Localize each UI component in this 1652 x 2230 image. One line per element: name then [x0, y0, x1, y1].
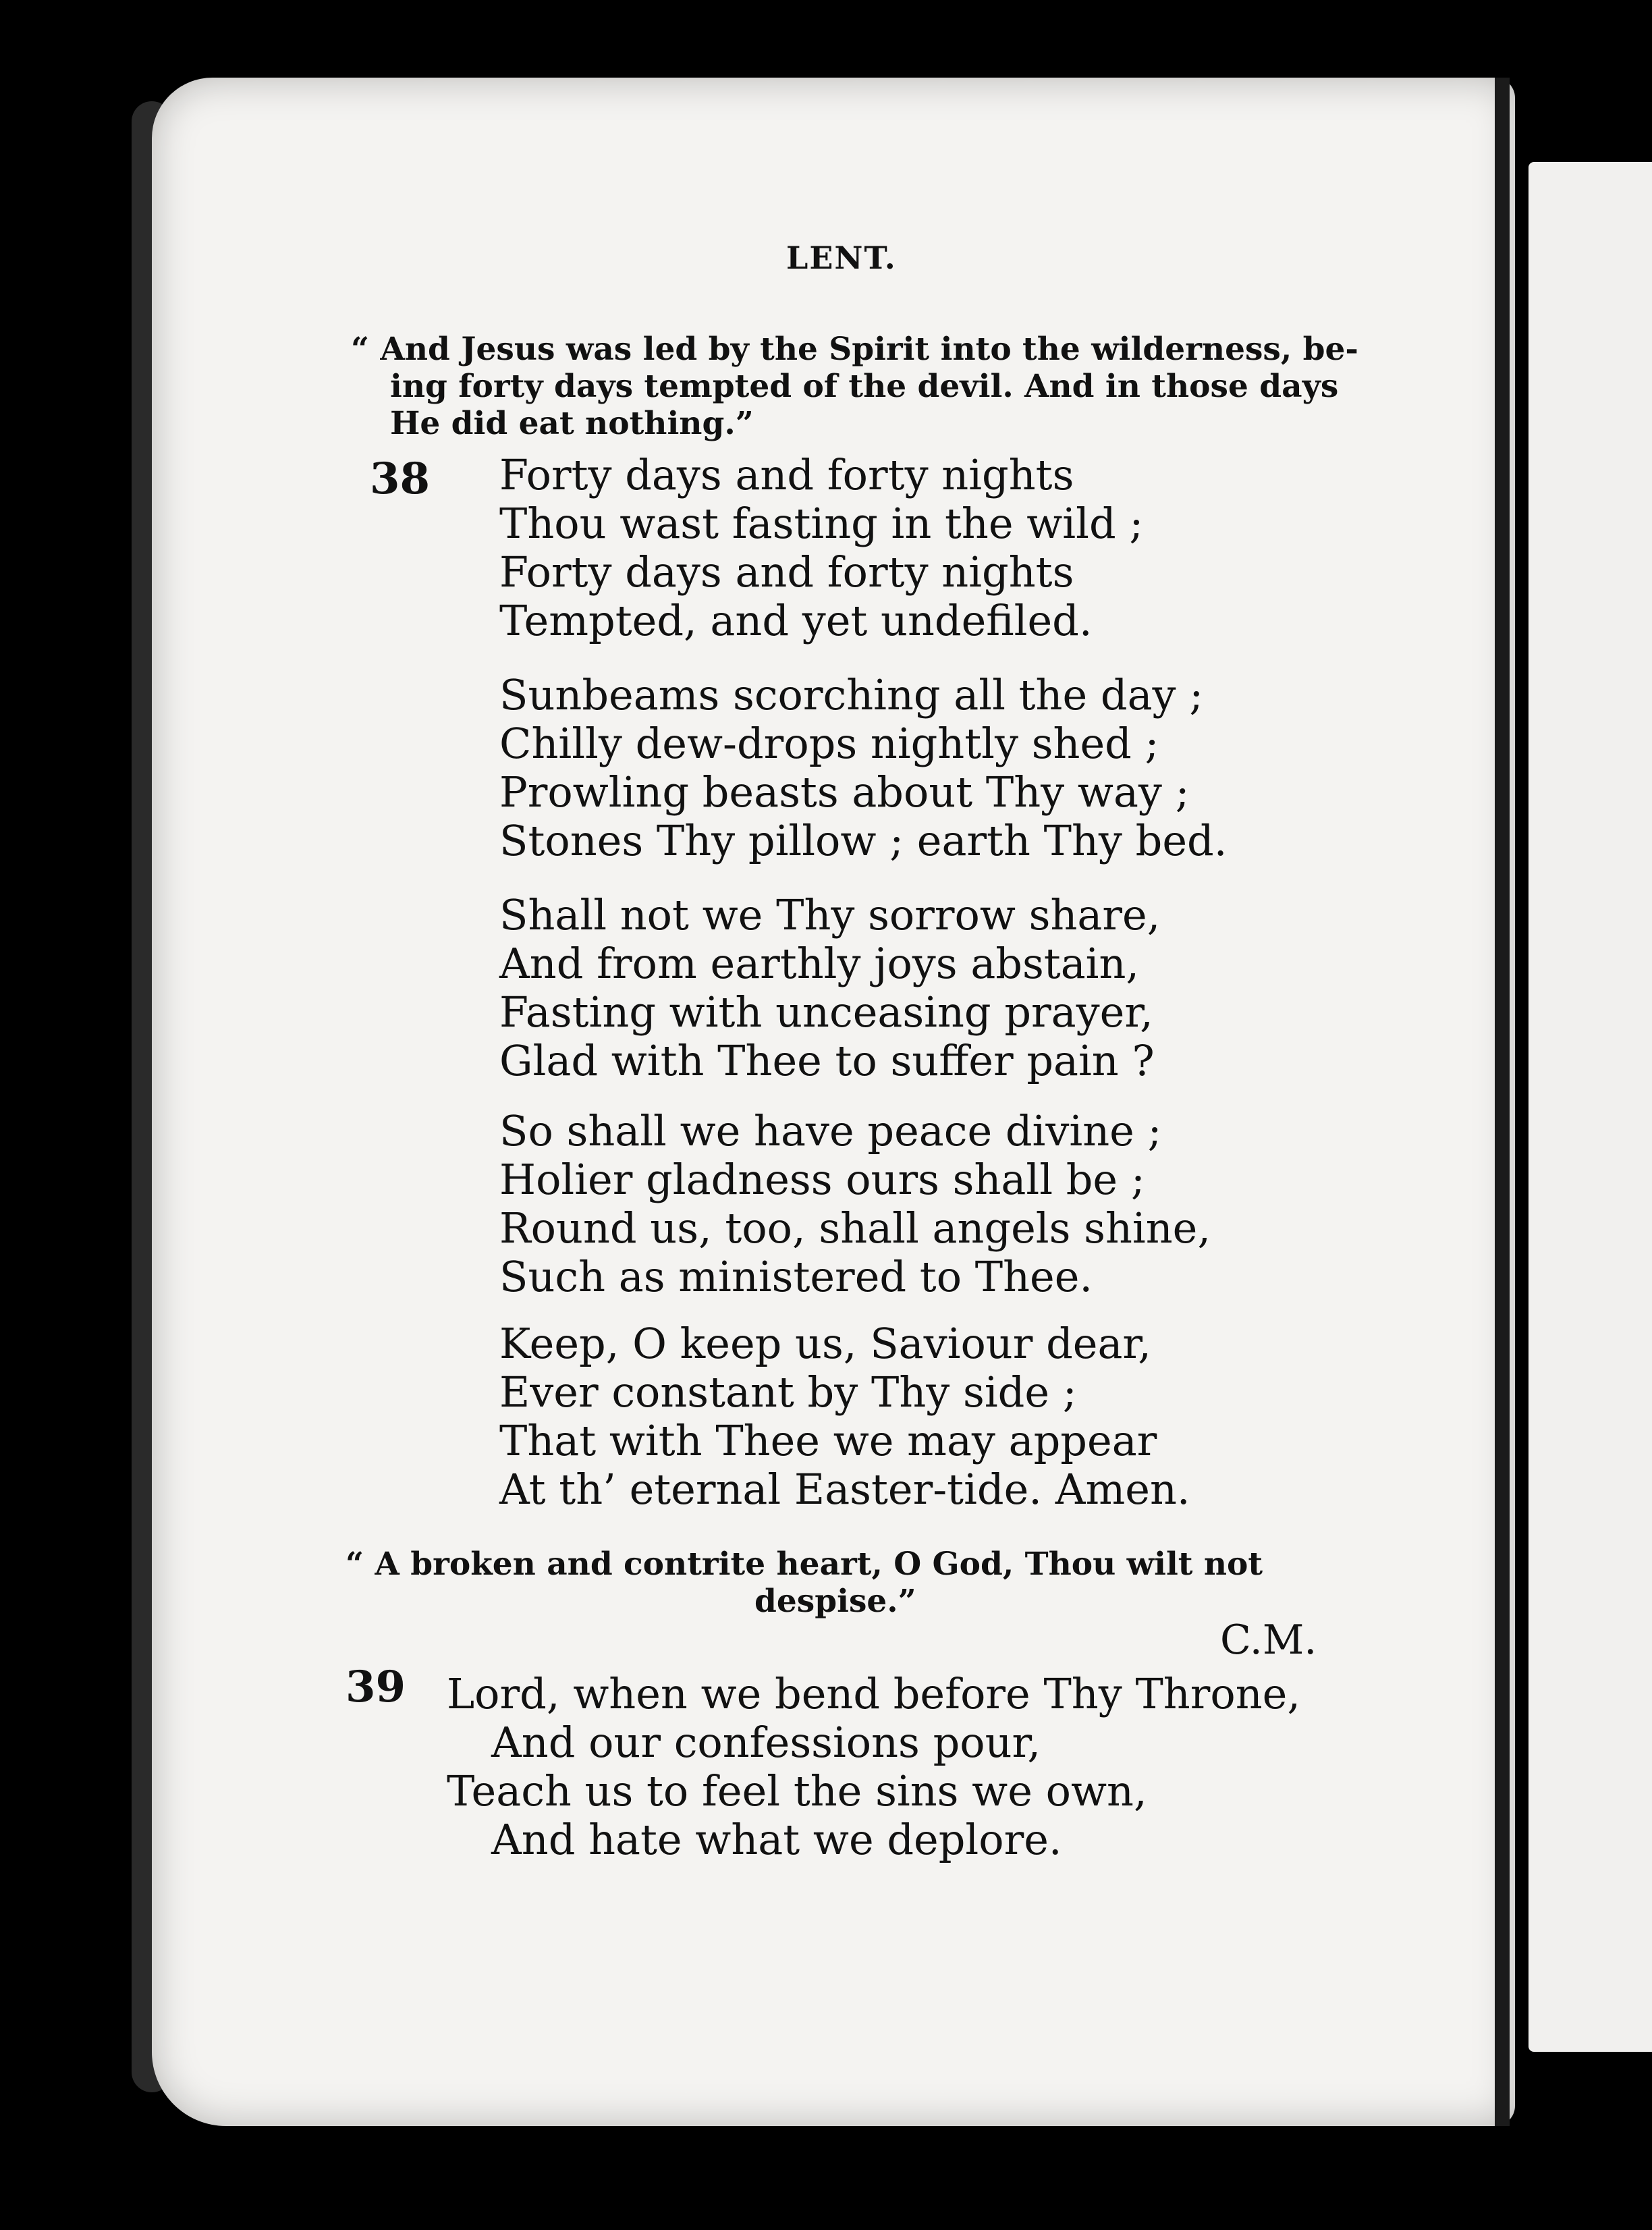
hymn-number: 38 — [370, 454, 431, 504]
scripture-motto-line: He did eat nothing.” — [390, 405, 754, 442]
book-gutter — [1495, 78, 1510, 2126]
hymn-line: Teach us to feel the sins we own, — [447, 1766, 1147, 1816]
hymn-line: Sunbeams scorching all the day ; — [499, 670, 1204, 719]
hymn-line: So shall we have peace divine ; — [499, 1106, 1162, 1155]
hymn-line: Forty days and forty nights — [499, 450, 1074, 499]
hymn-number: 39 — [346, 1662, 406, 1712]
hymn-line: And from earthly joys abstain, — [499, 939, 1140, 988]
hymn-line: Fasting with unceasing prayer, — [499, 987, 1153, 1037]
hymn-line: Round us, too, shall angels shine, — [499, 1203, 1211, 1253]
hymn-line: Chilly dew-drops nightly shed ; — [499, 719, 1159, 768]
hymn-line: Keep, O keep us, Saviour dear, — [499, 1319, 1151, 1368]
scripture-motto-line: “ A broken and contrite heart, O God, Thou wilt not — [346, 1546, 1263, 1583]
hymn-line: Lord, when we bend before Thy Throne, — [447, 1669, 1301, 1718]
hymn-meter: C.M. — [1220, 1616, 1317, 1664]
hymn-line: Stones Thy pillow ; earth Thy bed. — [499, 816, 1228, 865]
hymn-line: Holier gladness ours shall be ; — [499, 1155, 1145, 1204]
hymn-line: Thou wast fasting in the wild ; — [499, 499, 1144, 548]
hymn-line: Ever constant by Thy side ; — [499, 1367, 1077, 1417]
scripture-motto-line: “ And Jesus was led by the Spirit into the wilderness, be- — [351, 331, 1358, 368]
hymn-line: And our confessions pour, — [491, 1718, 1041, 1767]
hymn-line: Prowling beasts about Thy way ; — [499, 767, 1190, 817]
hymn-line: Such as ministered to Thee. — [499, 1252, 1093, 1301]
hymn-line: At th’ eternal Easter-tide. Amen. — [499, 1465, 1190, 1514]
hymn-line: Forty days and forty nights — [499, 547, 1074, 597]
hymn-line: Tempted, and yet undefiled. — [499, 596, 1093, 645]
facing-page-edge — [1529, 162, 1652, 2052]
hymn-line: That with Thee we may appear — [499, 1416, 1157, 1465]
running-head: LENT. — [786, 240, 897, 276]
scripture-motto-line: despise.” — [754, 1583, 916, 1620]
hymn-line: Glad with Thee to suffer pain ? — [499, 1036, 1155, 1085]
scripture-motto-line: ing forty days tempted of the devil. And in those days — [390, 368, 1339, 405]
hymn-line: Shall not we Thy sorrow share, — [499, 890, 1161, 940]
hymn-line: And hate what we deplore. — [491, 1815, 1062, 1864]
